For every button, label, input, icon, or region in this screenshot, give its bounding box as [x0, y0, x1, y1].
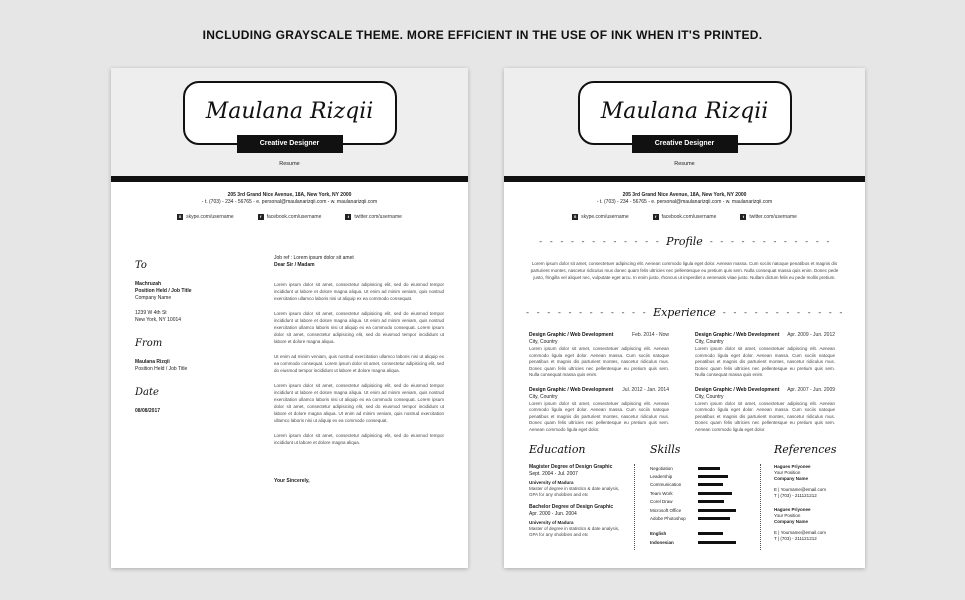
reference-email: E | Yourname@email.com: [774, 530, 827, 535]
experience-item: [529, 387, 669, 434]
letter-closing: Your Sincerely,: [274, 478, 310, 484]
skill-name: Negotiation: [650, 465, 673, 471]
language-bar: [698, 541, 736, 544]
skill-row: [650, 472, 740, 480]
resume-label: Resume: [279, 161, 300, 167]
column-divider: [634, 464, 635, 550]
skill-row: [650, 481, 740, 489]
reference-phone: T | (703) - 211121212: [774, 536, 817, 541]
skill-name: Team Work: [650, 490, 673, 496]
skills-heading: Skills: [650, 443, 681, 456]
experience-role: Design Graphic / Web Development: [695, 332, 780, 338]
language-bar: [698, 532, 723, 535]
twitter-icon: t: [740, 214, 746, 220]
job-title: Creative Designer: [237, 135, 343, 153]
from-heading: From: [135, 338, 163, 349]
skype-icon: S: [573, 214, 577, 219]
reference-company: Company Name: [774, 519, 809, 524]
letter-paragraph: Lorem ipsum dolor sit amet, consectetur adipisicing elit, sed do eiusmod tempor incididunt ut labore et dolore magna aliqua. Ut enim ad minim veniam, quis nostrud exercitation ullamco laboris nisi ut aliquip ex ea commodo consequat. Lorem ipsum dolor sit amet, consectetur adipisicing elit, sed do eiusmod tempor incididunt ut labore et dolore magna aliqua. Ut enim ad minim veniam, quis nostrud exercitation ullamco laboris nisi ut aliquip ex ea commodo consequat.: [274, 383, 444, 423]
education-university: University of Madura: [529, 480, 574, 485]
letter-paragraph: Lorem ipsum dolor sit amet, consectetur adipisicing elit, sed do eiusmod tempor incididunt ut labore et dolore magna aliqua. Ut enim ad minim veniam, quis nostrud exercitation ullamco laboris nisi ut aliquip ex ea commodo consequat.: [274, 282, 444, 301]
address-line: 205 3rd Grand Nice Avenue, 18A, New York, NY 2000: [227, 192, 352, 198]
reference-email: E | Yourname@email.com: [774, 487, 827, 492]
social-links: [111, 214, 468, 220]
letter-paragraph: Lorem ipsum dolor sit amet, consectetur adipisicing elit, sed do eiusmod tempor incididunt ut labore et dolore magna aliqua.: [274, 433, 444, 445]
references-heading: References: [774, 443, 837, 456]
resume-page: [504, 68, 865, 568]
candidate-name: Maulana Rizqii: [205, 99, 374, 124]
experience-description: Lorem ipsum dolor sit amet, consectetuer adipiscing elit. Aenean commodo ligula eget dolor. Aenean massa. Cum sociis natoque penatibus et magnis dis parturient montes, nascetur ridiculus mus. Donec quam felis ultricies nec pellentesque eu pretium quis sem. Aenean commodo ligula eget dolor.: [695, 400, 835, 432]
profile-text: Lorem ipsum dolor sit amet, consectetuer adipiscing elit. Aenean commodo ligula eget dolor. Aenean massa. Cum sociis natoque penatibus et magnis dis parturient montes, nascetur ridiculus mus donec quam felis ultricies nec pellentesque eu pretium quis sem. Nulla consequat massa quis enim. Donec pede justo, fringilla vel aliquet nec, vulputate eget arcu. In enim justo, rhoncus ut imperdiet a venenatis vitae justo. Nullam dictum felis eu pede mollis pretium.: [530, 261, 839, 280]
experience-role: Design Graphic / Web Development: [695, 386, 780, 393]
contact-address: [111, 192, 468, 206]
social-twitter: [740, 214, 797, 220]
reference-position: Your Position: [774, 470, 801, 475]
recipient-name: Machruzah: [135, 281, 162, 287]
social-twitter: [345, 214, 402, 220]
language-name: Indonesian: [650, 539, 674, 545]
letter-paragraph: Lorem ipsum dolor sit amet, consectetur adipisicing elit, sed do eiusmod tempor incididunt ut labore et dolore magna aliqua. Ut enim ad minim veniam, quis nostrud exercitation ullamco laboris nisi ut aliquip ex ea commodo consequat. Lorem ipsum dolor sit amet, consectetur adipisicing elit, sed do eiusmod tempor incididunt ut labore et dolore magna aliqua.: [274, 311, 444, 344]
social-label: skype.com/username: [581, 214, 629, 220]
experience-item: [695, 332, 835, 379]
skill-row: [650, 489, 740, 497]
reference-phone: T | (703) - 211121212: [774, 493, 817, 498]
skype-icon: S: [178, 214, 182, 219]
social-facebook: [653, 214, 717, 220]
contact-address: [504, 192, 865, 206]
header-rule: [504, 176, 865, 182]
experience-item: [529, 332, 669, 379]
skill-row: [650, 498, 740, 506]
social-label: facebook.com/username: [266, 214, 322, 220]
letter-paragraph: Ut enim ad minim veniam, quis nostrud exercitation ullamco laboris nisi ut aliquip ex ea commodo consequat. Lorem ipsum dolor sit amet, consectetur adipisicing elit, sed do eiusmod tempor incididunt ut labore et dolore magna aliqua.: [274, 354, 444, 373]
column-divider: [760, 464, 761, 550]
education-description: Master of degree in statistics & date analysis, GPA for any shobbies and etc: [529, 526, 620, 537]
experience-role: Design Graphic / Web Development: [529, 386, 614, 393]
reference-name: Hagues Priyonee: [774, 464, 811, 469]
experience-heading-text: Experience: [653, 306, 716, 319]
reference-name: Hagues Priyonee: [774, 507, 811, 512]
facebook-icon: f: [653, 214, 659, 220]
skill-row: [650, 514, 740, 522]
social-links: [504, 214, 865, 220]
experience-location: City, Country: [529, 393, 558, 400]
social-facebook: [258, 214, 322, 220]
references-list: [774, 464, 854, 550]
experience-item: [695, 387, 835, 434]
header: [111, 68, 468, 176]
experience-description: Lorem ipsum dolor sit amet, consectetuer adipiscing elit. Aenean commodo ligula eget dolor. Aenean massa. Cum sociis natoque penatibus et magnis dis parturient montes, nascetur ridiculus mus. Donec quam felis ultricies nec pellentesque eu pretium quis sem. Nulla consequat massa quis enim.: [529, 346, 669, 377]
to-heading: To: [135, 260, 147, 271]
recipient-company: Company Name: [135, 295, 172, 301]
skill-bar: [698, 483, 723, 486]
skill-bar: [698, 475, 728, 478]
language-name: English: [650, 531, 667, 537]
social-label: twitter.com/username: [354, 214, 402, 220]
reference-item: [774, 464, 854, 499]
experience-date: Apr. 2007 - Jun. 2009: [787, 386, 835, 393]
education-date: Sept. 2004 - Jul. 2007: [529, 470, 578, 477]
skill-name: Leadership: [650, 474, 673, 480]
reference-company: Company Name: [774, 476, 809, 481]
skill-bar: [698, 509, 736, 512]
skill-bar: [698, 492, 732, 495]
letter-date: 08/08/2017: [135, 408, 161, 414]
education-item: [529, 504, 621, 537]
skill-name: Corel Draw: [650, 499, 673, 505]
experience-column-left: [529, 332, 669, 441]
social-label: twitter.com/username: [749, 214, 797, 220]
education-degree: Bachelor Degree of Design Graphic: [529, 504, 614, 510]
cover-letter-page: [111, 68, 468, 568]
skill-row: [650, 464, 740, 472]
education-list: [529, 464, 621, 544]
education-date: Apr. 2000 - Jun. 2004: [529, 510, 577, 517]
twitter-icon: t: [345, 214, 351, 220]
education-university: University of Madura: [529, 520, 574, 525]
social-skype: [177, 214, 234, 220]
skill-bar: [698, 500, 724, 503]
header: [504, 68, 865, 176]
education-heading: Education: [529, 443, 586, 456]
profile-heading-text: Profile: [666, 235, 703, 248]
experience-description: Lorem ipsum dolor sit amet, consectetuer adipiscing elit. Aenean commodo ligula eget dolor. Aenean massa. Cum sociis natoque penatibus et magnis dis parturient montes, nascetur ridiculus mus. Donec quam felis ultricies nec pellentesque eu pretium quis sem. Nulla consequat massa quis enim.: [695, 346, 835, 377]
skill-bar: [698, 517, 730, 520]
date-heading: Date: [135, 387, 159, 398]
skill-row: [650, 506, 740, 514]
experience-heading: - - - - - - - - - - - - Experience - - - - - - - - - - - -: [525, 306, 844, 319]
address-line: 205 3rd Grand Nice Avenue, 18A, New York, NY 2000: [622, 192, 747, 198]
experience-column-right: [695, 332, 835, 441]
skill-bar: [698, 467, 720, 470]
education-description: Master of degree in statistics & date analysis, GPA for any shobbies and etc: [529, 486, 620, 497]
recipient-address-1: 1239 W 4th St: [135, 310, 167, 316]
skill-name: Microsoft Office: [650, 507, 682, 513]
header-rule: [111, 176, 468, 182]
phone-email-line: - t. (703) - 234 - 56765 - e. personal@maulanarizqii.com - w. maulanarizqii.com: [596, 199, 773, 205]
job-reference: Job ref : Lorem ipsum dolor sit amet: [274, 255, 354, 261]
skills-list: [650, 464, 740, 547]
skill-name: Communication: [650, 482, 682, 488]
language-row: [650, 538, 740, 546]
candidate-name: Maulana Rizqii: [600, 99, 769, 124]
salutation: Dear Sir / Madam: [274, 262, 315, 268]
experience-date: Apr. 2009 - Jun. 2012: [787, 332, 835, 338]
sender-name: Maulana Rizqii: [135, 359, 170, 365]
profile-heading: - - - - - - - - - - - - Profile - - - - - - - - - - - -: [538, 235, 831, 248]
experience-date: Feb. 2014 - Now: [632, 332, 669, 338]
education-degree: Magister Degree of Design Graphic: [529, 464, 613, 470]
skill-name: Adobe Photoshop: [650, 516, 686, 522]
experience-location: City, Country: [695, 393, 724, 400]
social-skype: [572, 214, 629, 220]
job-title: Creative Designer: [632, 135, 738, 153]
sender-position: Position Held / Job Title: [135, 366, 188, 372]
facebook-icon: f: [258, 214, 264, 220]
letter-body: [274, 255, 444, 485]
education-item: [529, 464, 621, 497]
reference-position: Your Position: [774, 513, 801, 518]
promo-banner: INCLUDING GRAYSCALE THEME. MORE EFFICIENT IN THE USE OF INK WHEN IT'S PRINTED.: [202, 28, 763, 42]
recipient-address-2: New York, NY 10014: [135, 317, 182, 323]
recipient-sender-column: [135, 260, 245, 415]
language-row: [650, 530, 740, 538]
experience-location: City, Country: [695, 339, 724, 345]
reference-item: [774, 507, 854, 542]
resume-label: Resume: [674, 161, 695, 167]
experience-date: Jul. 2012 - Jan. 2014: [622, 386, 669, 393]
experience-location: City, Country: [529, 339, 558, 345]
social-label: skype.com/username: [186, 214, 234, 220]
phone-email-line: - t. (703) - 234 - 56765 - e. personal@maulanarizqii.com - w. maulanarizqii.com: [201, 199, 378, 205]
recipient-position: Position Held / Job Title: [135, 288, 192, 294]
social-label: facebook.com/username: [661, 214, 717, 220]
experience-role: Design Graphic / Web Development: [529, 332, 614, 338]
experience-description: Lorem ipsum dolor sit amet, consectetuer adipiscing elit. Aenean commodo ligula eget dolor. Aenean massa. Cum sociis natoque penatibus et magnis dis parturient montes, nascetur ridiculus mus. Donec quam felis ultricies nec pellentesque eu pretium quis sem. Aenean commodo ligula eget dolor.: [529, 400, 669, 432]
